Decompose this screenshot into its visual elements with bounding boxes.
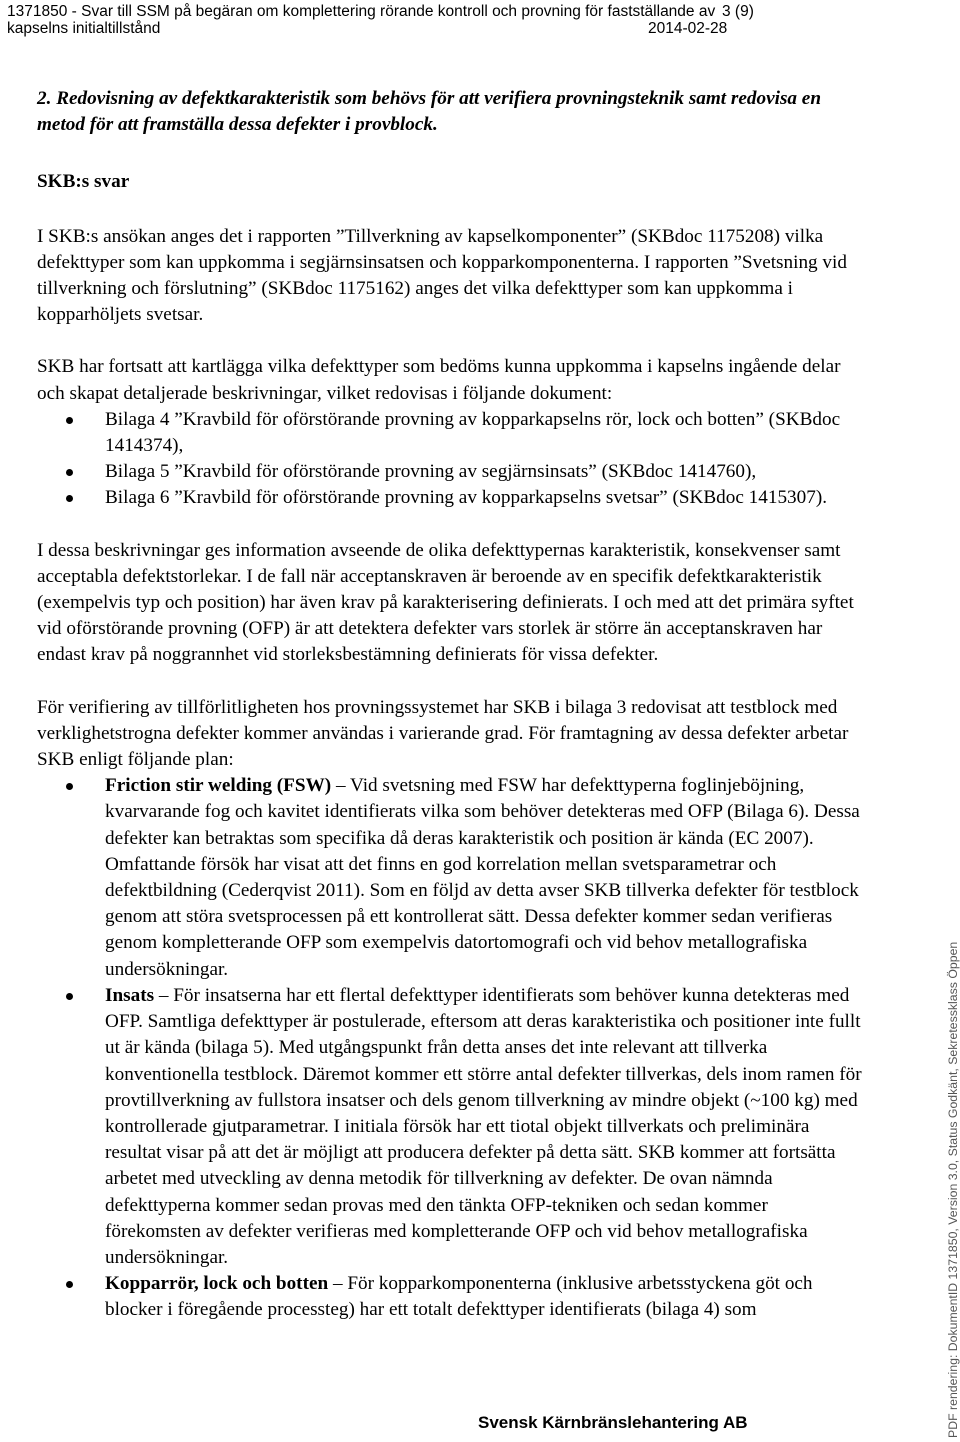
paragraph-1: I SKB:s ansökan anges det i rapporten ”Tillverkning av kapselkomponenter” (SKBdoc 1175208) vilka defekttyper som kan uppkomma i segjärnsinsatsen och kopparkomponenterna. I rapporten ”Svetsning vid tillverkning och förslutning” (SKBdoc 1175162) anges det vilka defekttyper som kan uppkomma i kopparhöljets svetsar. bbox=[37, 225, 847, 326]
bullet-icon bbox=[66, 993, 73, 1000]
list-item bbox=[37, 459, 867, 485]
paragraph-2: SKB har fortsatt att kartlägga vilka defekttyper som bedöms kunna uppkomma i kapselns ingående delar och skapat detaljerade beskrivningar, vilket redovisas i följande dokument: bbox=[37, 356, 841, 404]
bullet-icon bbox=[66, 495, 73, 502]
header-date: 2014-02-28 bbox=[648, 20, 728, 37]
plan-term: Friction stir welding (FSW) bbox=[105, 775, 332, 797]
plan-term: Insats bbox=[105, 984, 155, 1006]
paragraph-3: I dessa beskrivningar ges information avseende de olika defekttypernas karakteristik, konsekvenser samt acceptabla defektstorlekar. I de fall när acceptanskraven är beroende av en specifik defektkarakteristik (exempelvis typ och position) har även krav på karakterisering definierats. I och med att det primära syftet vid oförstörande provning (OFP) är att detektera defekter vars storlek är större än acceptanskraven har endast krav på noggrannhet vid storleksbestämning definierats för vissa defekter. bbox=[37, 539, 854, 666]
answer-subheading: SKB:s svar bbox=[37, 171, 130, 193]
document-body bbox=[37, 86, 867, 1324]
list-item bbox=[37, 485, 867, 511]
section-heading: 2. Redovisning av defektkarakteristik som behövs för att verifiera provningsteknik samt redovisa en metod för att framställa dessa defekter i provblock. bbox=[37, 88, 821, 136]
plan-text: – För kopparkomponenterna (inklusive arbetsstyckena göt och blocker i föregående processteg) har ett totalt defekttyper identifierats (bilaga 4) som bbox=[105, 1273, 813, 1321]
header-document-title-cont: kapselns initialtillstånd bbox=[7, 20, 161, 37]
bullet-icon bbox=[66, 783, 73, 790]
list-item bbox=[37, 983, 867, 1271]
header-document-title: 1371850 - Svar till SSM på begäran om komplettering rörande kontroll och provning för fastställande av bbox=[7, 3, 716, 20]
list-item-text: Bilaga 5 ”Kravbild för oförstörande provning av segjärnsinsats” (SKBdoc 1414760), bbox=[105, 461, 757, 483]
list-item bbox=[37, 407, 867, 459]
list-item bbox=[37, 773, 867, 983]
bullet-icon bbox=[66, 417, 73, 424]
plan-text: – Vid svetsning med FSW har defekttyperna foglinjeböjning, kvarvarande fog och kavitet identifierats vilka som behöver detekteras med OFP (Bilaga 6). Dessa defekter kan betraktas som specifika då deras karakteristik och position är kända (EC 2007). Omfattande försök har visat att det finns en god korrelation mellan svetsparametrar och defektbildning (Cederqvist 2011). Som en följd av detta avser SKB tillverka defekter för testblock genom att störa svetsprocessen på ett kontrollerat sätt. Dessa defekter kommer sedan verifieras genom kompletterande OFP som exempelvis datortomografi och vid behov metallografiska undersökningar. bbox=[105, 775, 860, 980]
bilaga-list bbox=[37, 407, 867, 512]
plan-text: – För insatserna har ett flertal defekttyper identifierats som behöver kunna detekteras med OFP. Samtliga defekttyper är postulerade, eftersom att deras karakteristika och positioner inte fullt ut är kända (bilaga 5). Med utgångspunkt från detta anses det inte relevant att tillverka konventionella testblock. Däremot kommer ett större antal defekter tillverkas, dels inom ramen för provtillverkning av fullstora insatser och dels genom tillverkning av mindre objekt (~100 kg) med kontrollerade gjutparametrar. I initiala försök har ett tiotal objekt tillverkats och preliminära resultat visar på att det är möjligt att producera defekter på detta sätt. SKB kommer att fortsätta arbetet med utveckling av denna metodik för tillverkning av defekter. De ovan nämnda defekttyperna kommer sedan provas med den tänkta OFP-tekniken och sedan kommer förekomsten av defekter verifieras med kompletterande OFP och vid behov metallografiska undersökningar. bbox=[105, 984, 862, 1268]
plan-term: Kopparrör, lock och botten bbox=[105, 1273, 329, 1295]
bullet-icon bbox=[66, 1281, 73, 1288]
page-footer: Svensk Kärnbränslehantering AB bbox=[478, 1413, 748, 1432]
pdf-rendering-note: PDF rendering: DokumentID 1371850, Version 3.0, Status Godkänt, Sekretessklass Öppen bbox=[946, 941, 960, 1438]
list-item-text: Bilaga 4 ”Kravbild för oförstörande provning av kopparkapselns rör, lock och botten” (SKBdoc 1414374), bbox=[105, 408, 841, 457]
bullet-icon bbox=[66, 469, 73, 476]
paragraph-4: För verifiering av tillförlitligheten hos provningssystemet har SKB i bilaga 3 redovisat att testblock med verklighetstrogna defekter kommer användas i varierande grad. För framtagning av dessa defekter arbetar SKB enligt följande plan: bbox=[37, 696, 849, 771]
plan-list bbox=[37, 773, 867, 1323]
list-item bbox=[37, 1271, 867, 1323]
page-header bbox=[0, 0, 960, 40]
list-item-text: Bilaga 6 ”Kravbild för oförstörande provning av kopparkapselns svetsar” (SKBdoc 1415307). bbox=[105, 487, 828, 509]
header-page-number: 3 (9) bbox=[722, 3, 754, 20]
